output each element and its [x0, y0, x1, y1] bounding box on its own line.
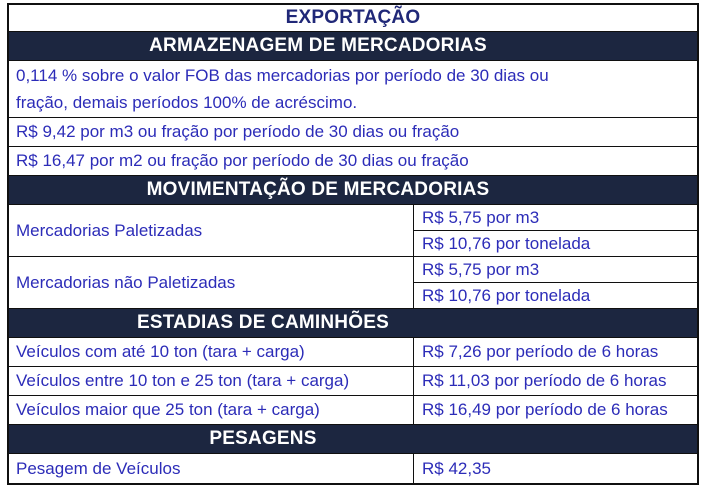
table-row: R$ 9,42 por m3 ou fração por período de 30 dias ou fração — [9, 118, 697, 147]
row-value: R$ 11,03 por período de 6 horas — [422, 371, 667, 390]
row-value: R$ 5,75 por m3 — [414, 205, 697, 231]
row-value: R$ 10,76 por tonelada — [422, 233, 591, 253]
row-value: R$ 5,75 por m3 — [414, 257, 697, 283]
row-text-line2: fração, demais períodos 100% de acréscimo. — [16, 93, 358, 112]
table-row: R$ 16,47 por m2 ou fração por período de 30 dias ou fração — [9, 147, 697, 176]
row-label: Mercadorias Paletizadas — [9, 205, 414, 256]
row-label: Pesagem de Veículos — [9, 454, 414, 483]
section-header-estadias: ESTADIAS DE CAMINHÕES — [9, 309, 697, 338]
table-row-group — [9, 257, 697, 309]
export-tariff-table — [7, 3, 699, 485]
table-row — [9, 338, 697, 367]
row-text-line1: 0,114 % sobre o valor FOB das mercadorias por período de 30 dias ou — [16, 66, 549, 85]
row-value: R$ 7,26 por período de 6 horas — [422, 342, 659, 361]
table-row — [9, 61, 697, 118]
table-row — [9, 367, 697, 396]
section-header-movimentacao: MOVIMENTAÇÃO DE MERCADORIAS — [9, 176, 697, 205]
page-title: EXPORTAÇÃO — [9, 5, 697, 32]
section-header-armazenagem: ARMAZENAGEM DE MERCADORIAS — [9, 32, 697, 61]
row-values — [414, 257, 697, 308]
table-row — [9, 454, 697, 483]
row-value: R$ 42,35 — [422, 458, 491, 478]
row-label: Veículos com até 10 ton (tara + carga) — [9, 338, 414, 366]
row-value: R$ 10,76 por tonelada — [422, 285, 591, 305]
row-values — [414, 205, 697, 256]
row-label: Veículos entre 10 ton e 25 ton (tara + carga) — [9, 367, 414, 395]
table-row-group — [9, 205, 697, 257]
table-row — [9, 396, 697, 425]
row-label: Mercadorias não Paletizadas — [9, 257, 414, 308]
section-header-pesagens: PESAGENS — [9, 425, 697, 454]
row-value: R$ 16,49 por período de 6 horas — [422, 400, 668, 419]
row-label: Veículos maior que 25 ton (tara + carga) — [9, 396, 414, 424]
